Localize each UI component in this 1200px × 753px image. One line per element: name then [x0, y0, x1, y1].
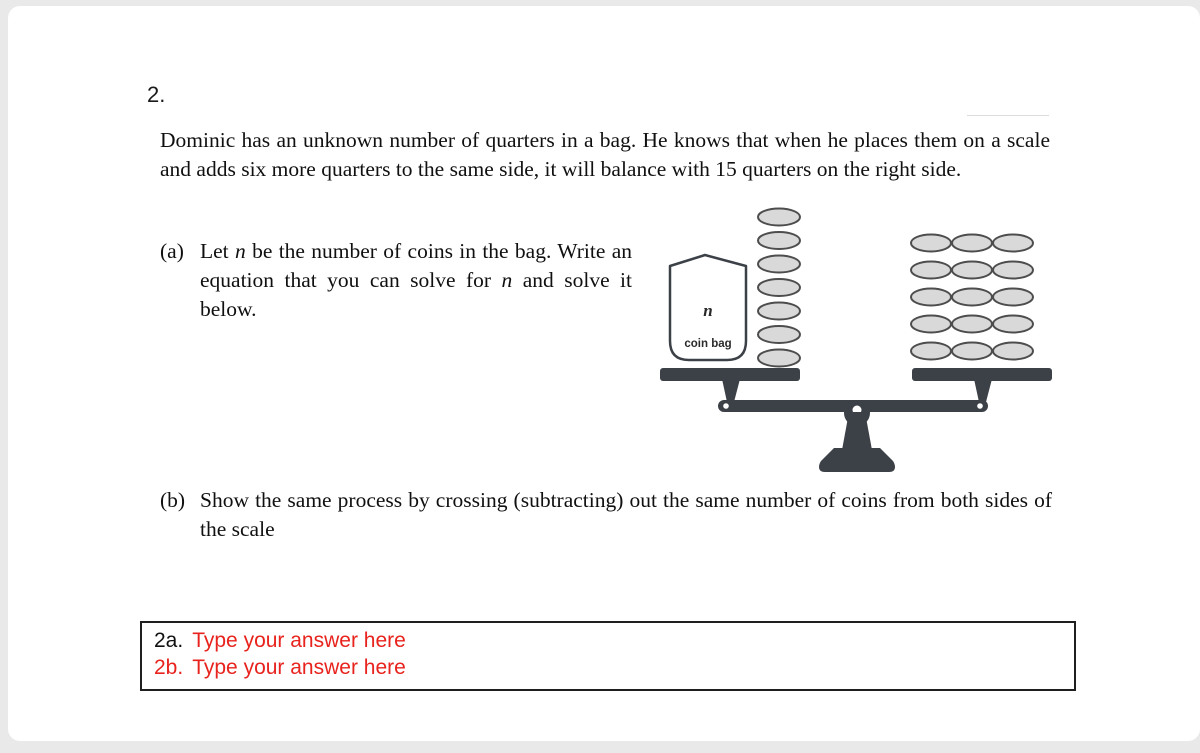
faint-divider-line: [967, 115, 1049, 116]
answer-2a-label: 2a.: [154, 629, 184, 652]
answer-2b-placeholder[interactable]: Type your answer here: [192, 656, 406, 679]
variable-n: n: [234, 239, 246, 263]
part-a-label: (a): [160, 239, 184, 263]
variable-n: n: [501, 268, 513, 292]
scale-frame: [660, 368, 1052, 472]
right-beam-pivot: [977, 403, 983, 409]
left-coin-stack: [758, 209, 800, 367]
answer-row-2a[interactable]: [154, 627, 1062, 654]
answer-2b-label: 2b.: [154, 656, 184, 679]
part-a: [160, 237, 632, 324]
left-beam-pivot: [723, 403, 729, 409]
part-a-text: [200, 237, 632, 324]
answer-row-2b[interactable]: [154, 654, 1062, 681]
part-a-text-1: Let: [200, 239, 235, 263]
part-b-text: Show the same process by crossing (subtracting) out the same number of coins from both sides of the scale: [200, 488, 1052, 541]
worksheet-page: [8, 6, 1200, 741]
left-pan-stem: [722, 379, 740, 402]
part-a-text-2: be the number of coins in the bag. Write an equation that you can solve for: [200, 239, 632, 292]
part-b-label: (b): [160, 488, 186, 512]
right-coin-grid: [911, 235, 1033, 360]
base: [819, 448, 895, 472]
bag-n-label: n: [703, 301, 713, 320]
part-b: [160, 486, 1052, 544]
bag-caption: coin bag: [684, 338, 732, 350]
answer-box[interactable]: [140, 621, 1076, 691]
coin-bag: [670, 255, 746, 360]
right-pan-stem: [974, 379, 992, 402]
problem-statement: Dominic has an unknown number of quarters in a bag. He knows that when he places them on a scale and adds six more quarters to the same side, it will balance with 15 quarters on the right side.: [160, 128, 1050, 181]
problem-number: 2.: [147, 82, 166, 107]
part-a-text-3: and solve it below.: [200, 268, 633, 321]
balance-scale-svg: [648, 198, 1078, 483]
answer-2a-placeholder[interactable]: Type your answer here: [192, 629, 406, 652]
balance-scale-illustration: [648, 198, 1078, 483]
